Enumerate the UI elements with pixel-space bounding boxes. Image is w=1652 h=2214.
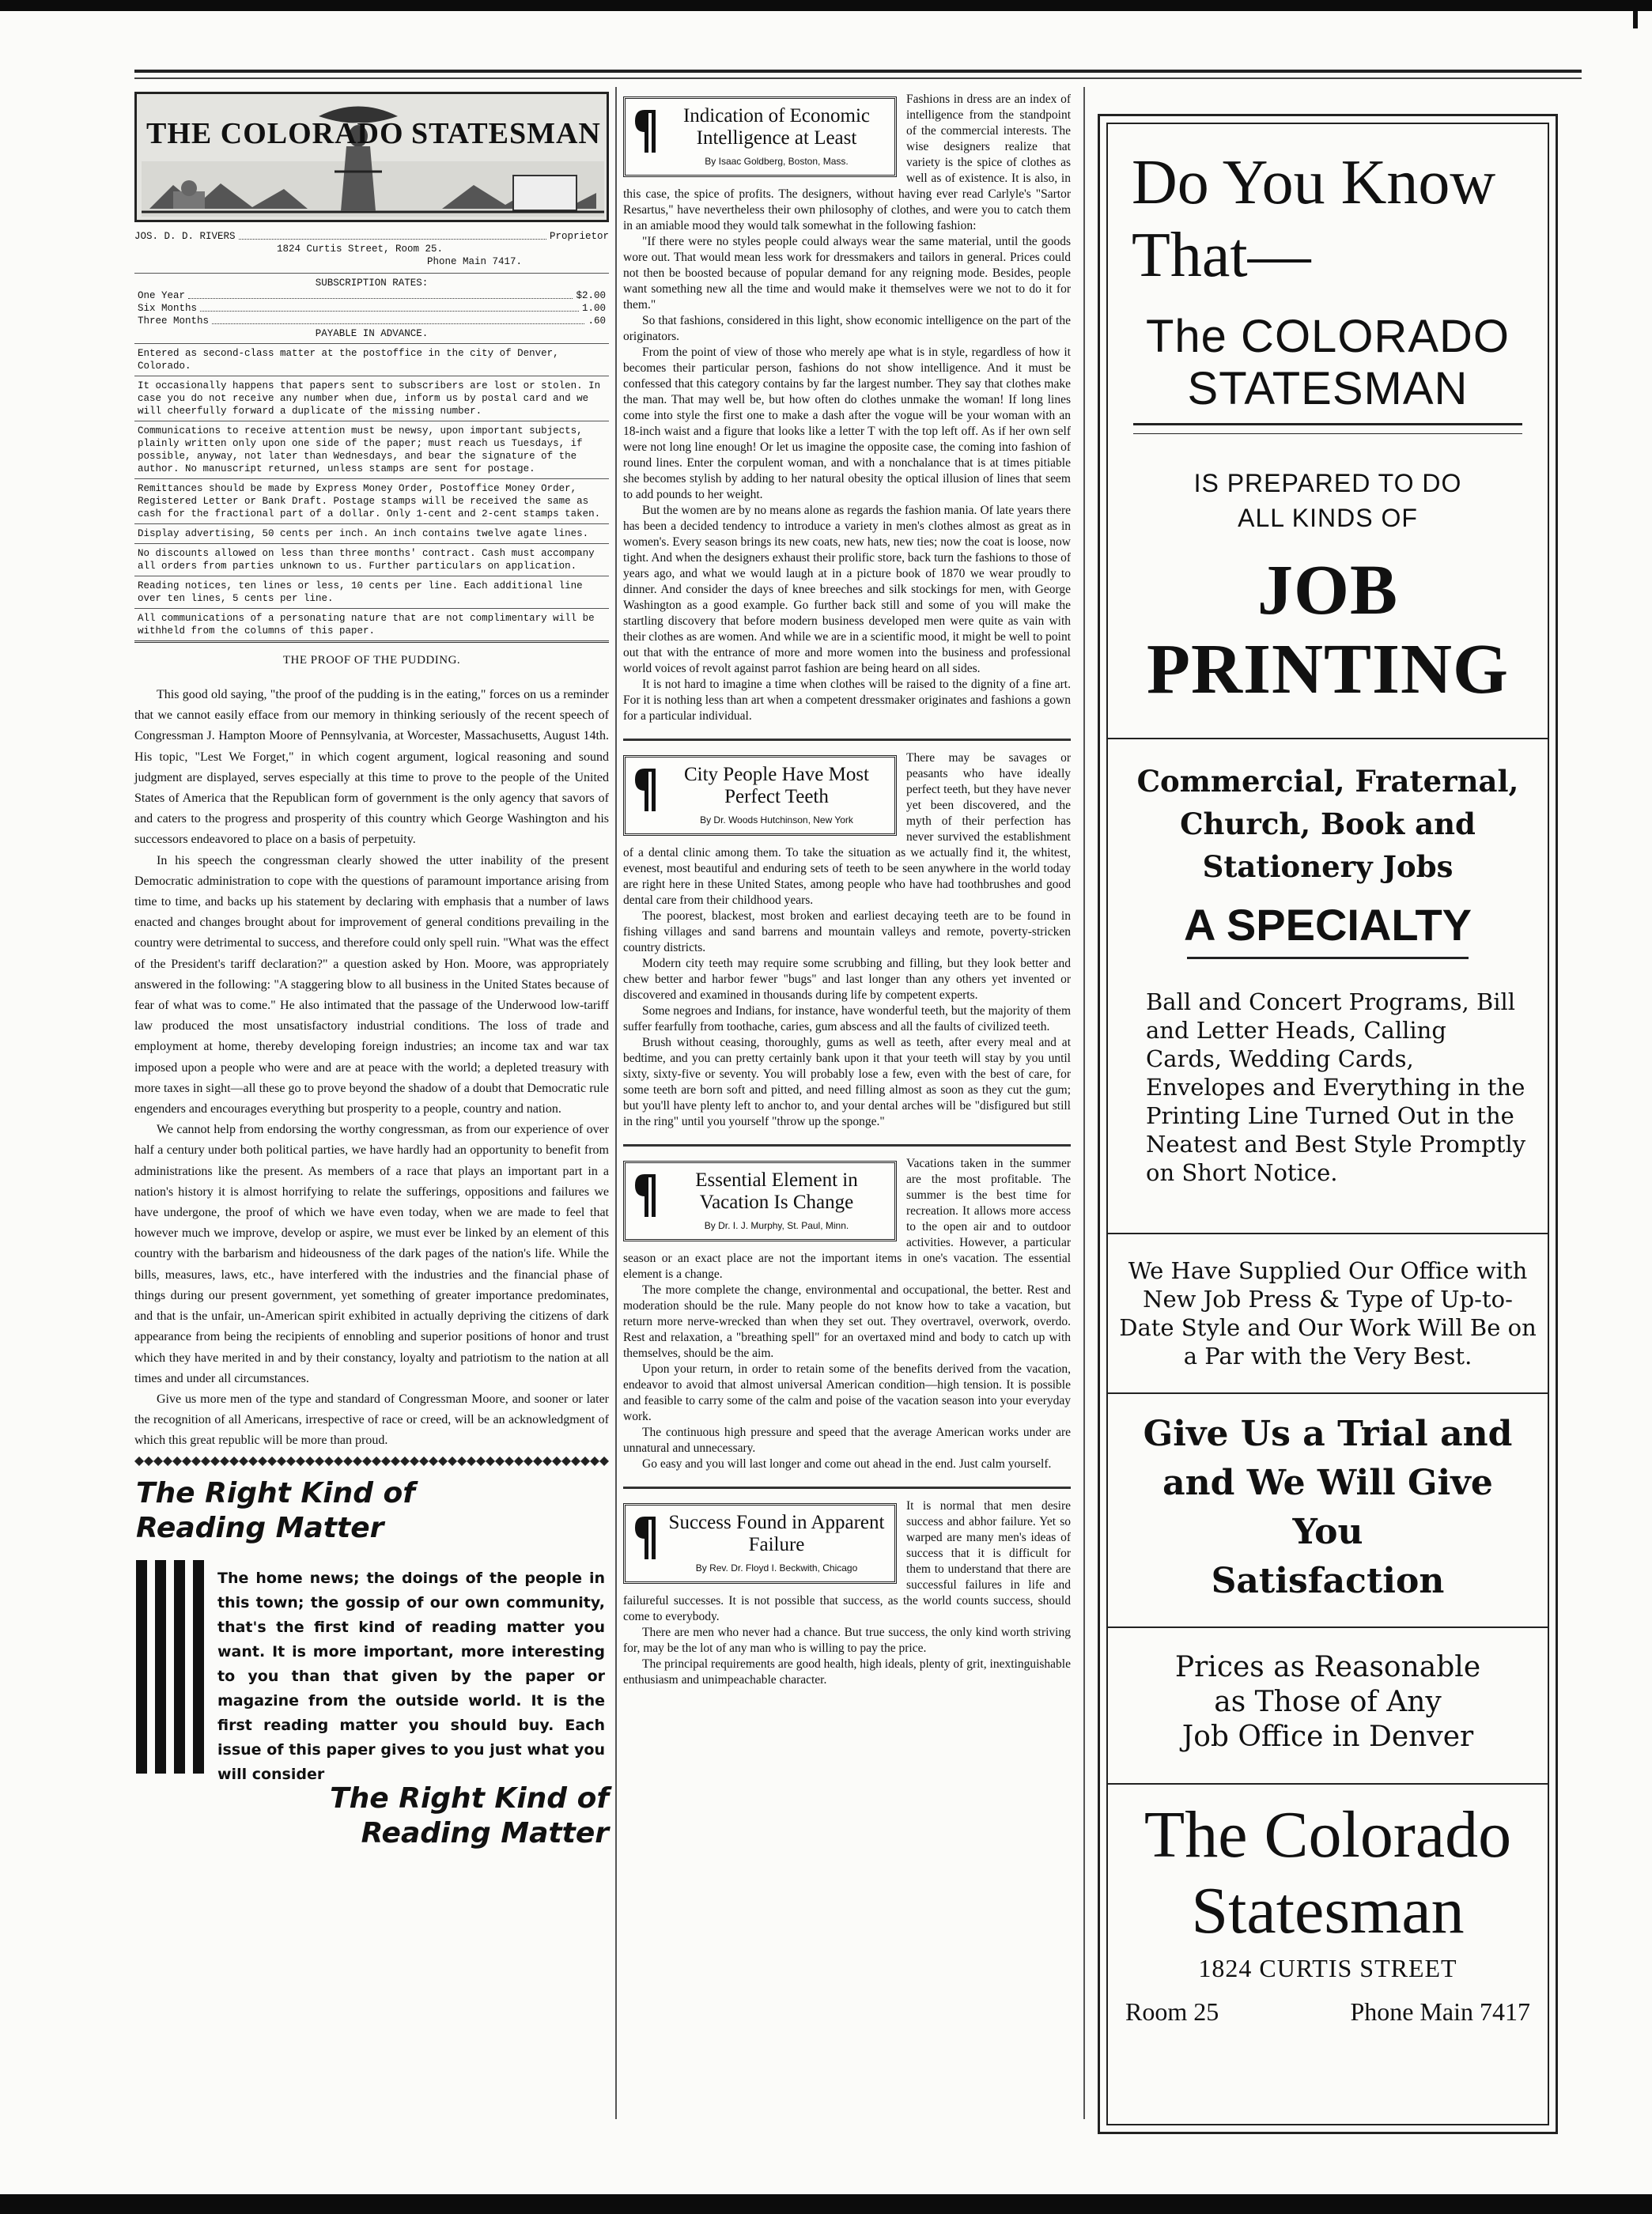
- article-title: Indication of Economic Intelligence at Least: [682, 105, 871, 149]
- right-kind-footer: [134, 1781, 609, 1851]
- ad-room: Room 25: [1125, 1997, 1219, 2026]
- notice: Entered as second-class matter at the postoffice in the city of Denver, Colorado.: [134, 344, 609, 376]
- ad-paper-title: [1108, 1797, 1548, 1949]
- ad-divider: [1108, 738, 1548, 739]
- ad-trial: [1108, 1394, 1548, 1626]
- article-separator: [623, 1487, 1071, 1489]
- ad-rule-thin: [1133, 433, 1522, 434]
- ad-specialty: A SPECIALTY: [1183, 900, 1472, 950]
- article-paragraph: The poorest, blackest, most broken and earliest decaying teeth are to be found in fishing villages and sand barrens and mountain valleys and remote, poverty-stricken country districts.: [623, 909, 1071, 954]
- article-paragraph: Upon your return, in order to retain some of the benefits derived from the vacation, endeavor to avoid that almost universal American condition—high tension. It is possible and feasible to carry some of the calm and poise of the vacation season into your everyday work.: [623, 1362, 1071, 1423]
- scan-border-top: [0, 0, 1652, 11]
- editorial-paragraph: Give us more men of the type and standard of Congressman Moore, and sooner or later the recognition of all Americans, irrespective of race or creed, will be an acknowledgment of which this great republic will be more than proud.: [134, 1392, 609, 1448]
- office-address: 1824 Curtis Street, Room 25.: [277, 244, 444, 255]
- article-paragraph: There may be savages or peasants who have ideally perfect teeth, but they have never yet been discovered, and the myth of their perfection has never survived the establishment of a dental clinic among them. To take the situation as we actually find it, the whitest, evenest, most beautiful and enduring sets of teeth to be seen anywhere in the world today are right here in these United States, among people who have had toothbrushes and good dental care from their childhood years.: [623, 751, 1071, 907]
- article-headline-box: [623, 96, 897, 177]
- right-kind-footer-line: Reading Matter: [361, 1816, 609, 1849]
- ad-headline-line: That—: [1132, 221, 1311, 290]
- pilcrow-icon: [633, 108, 657, 154]
- rate-label: Six Months: [138, 303, 198, 314]
- article-success-failure: [623, 1498, 1071, 1688]
- payable-notice: PAYABLE IN ADVANCE.: [315, 328, 429, 339]
- ad-phone: Phone Main 7417: [1350, 1997, 1530, 2026]
- ad-rule: [1133, 423, 1522, 425]
- article-paragraph: It is normal that men desire success and abhor failure. Yet so warped are many men's ideas of success that it is difficult for them to understand that there are successful failures in life and failureful successes. It is not possible that success, as the world counts success, should come to everybody.: [623, 1499, 1071, 1623]
- ad-divider: [1108, 1783, 1548, 1785]
- scan-border-bottom: [0, 2194, 1652, 2214]
- right-kind-heading-line: Reading Matter: [136, 1511, 384, 1544]
- ad-trial-line: Satisfaction: [1211, 1561, 1445, 1601]
- column-middle: [623, 92, 1071, 1702]
- article-separator: [623, 739, 1071, 741]
- masthead: [134, 92, 609, 222]
- scan-corner-mark: [1619, 11, 1638, 28]
- office-phone: Phone Main 7417.: [427, 256, 523, 267]
- article-paragraph: Brush without ceasing, thoroughly, gums as well as teeth, after every meal and at bedtime, and you can pretty certainly bank upon it that your teeth will stay by you until sixty, sixty-five or seventy. You will probably lose a few, even with the best of care, for some teeth are born soft and pitted, and need filling almost as soon as they cut the gum; but you'll have plenty left to anchor to, and your dental arches will be "disfigured but still in the ring" until you yourself "throw up the sponge.": [623, 1036, 1071, 1128]
- ad-prices-line: Job Office in Denver: [1181, 1721, 1474, 1753]
- article-paragraph: Some negroes and Indians, for instance, have wonderful teeth, but the majority of them suffer fearfully from toothache, caries, gum abscess and all the faults of civilized teeth.: [623, 1004, 1071, 1033]
- article-paragraph: The continuous high pressure and speed that the average American works under are unnatural and unnecessary.: [623, 1426, 1071, 1455]
- rate-price: $2.00: [576, 290, 606, 301]
- proprietor-label: Proprietor: [549, 231, 609, 242]
- article-paragraph: There are men who never had a chance. But true success, the only kind worth striving for, may be the lot of any man who is willing to pay the price.: [623, 1626, 1071, 1655]
- ad-headline: [1108, 146, 1548, 292]
- right-kind-body: The home news; the doings of the people in this town; the gossip of our own community, that's the first kind of reading matter you want. It is more important, more interesting to you than that given by the paper or magazine from the outside world. It is the first reading matter you should buy. Each issue of this paper gives to you just what you will consider: [217, 1569, 605, 1783]
- top-rule: [134, 70, 1582, 73]
- ad-headline-line: Do You Know: [1132, 148, 1496, 217]
- ornament-divider: [134, 1456, 609, 1466]
- column-rule-2: [1083, 87, 1085, 2119]
- article-paragraph: So that fashions, considered in this light, show economic intelligence on the part of the originators.: [623, 314, 1071, 343]
- article-title: Essential Element in Vacation Is Change: [695, 1169, 858, 1213]
- article-paragraph: The principal requirements are good health, high ideals, plenty of grit, inextinguishable enthusiasm and unimpeachable character.: [623, 1657, 1071, 1687]
- article-headline-box: [623, 1503, 897, 1584]
- job-printing-advertisement: [1098, 114, 1558, 2134]
- rate-price: .60: [588, 315, 606, 327]
- ad-prices-line: Prices as Reasonable: [1174, 1651, 1481, 1683]
- article-title: Success Found in Apparent Failure: [668, 1512, 885, 1555]
- right-kind-heading-line: The Right Kind of: [136, 1476, 415, 1509]
- ad-jobs: [1108, 760, 1548, 888]
- right-kind-footer-line: The Right Kind of: [330, 1781, 609, 1815]
- article-byline: By Dr. I. J. Murphy, St. Paul, Minn.: [704, 1220, 849, 1231]
- masthead-title-right: STATESMAN: [411, 117, 601, 150]
- ad-paper-title-line: Statesman: [1191, 1874, 1465, 1948]
- ad-rule: [1187, 957, 1469, 959]
- notice: Remittances should be made by Express Money Order, Postoffice Money Order, Registered Letter or Bank Draft. Postage stamps will be received the same as cash for the fractional part of a dollar. Only 1-cent and 2-cent stamps taken.: [134, 479, 609, 524]
- article-byline: By Rev. Dr. Floyd I. Beckwith, Chicago: [695, 1562, 858, 1574]
- ad-paper-name-line: STATESMAN: [1187, 363, 1469, 414]
- ad-prepared-line: IS PREPARED TO DO: [1193, 469, 1462, 497]
- editorial-paragraph: This good old saying, "the proof of the pudding is in the eating," forces on us a reminder that we cannot easily efface from our memory in thinking seriously of the recent speech of Congressman J. Hampton Moore of Pennsylvania, at Worcester, Massachusetts, August 14th. His topic, "Lest We Forget," in which cogent argument, logical reasoning and sound judgment are displayed, serves especially at this time to prove to the people of the United States of America that the Republican form of government is the only agency that savors of and caters to the progress and prosperity of this country which George Washington and his successors endeavored to place on a basis of perpetuity.: [134, 688, 609, 847]
- article-byline: By Isaac Goldberg, Boston, Mass.: [705, 156, 849, 167]
- notice: All communications of a personating nature that are not complimentary will be withheld from the columns of this paper.: [134, 609, 609, 643]
- masthead-title-left: THE COLORADO: [146, 117, 404, 150]
- article-byline: By Dr. Woods Hutchinson, New York: [700, 814, 853, 826]
- column-left: [134, 92, 609, 1851]
- ad-paper-title-line: The Colorado: [1144, 1798, 1512, 1872]
- ad-jobs-line: Stationery Jobs: [1202, 849, 1454, 884]
- article-economic-intelligence: [623, 92, 1071, 724]
- editorial-title: THE PROOF OF THE PUDDING.: [282, 654, 461, 667]
- article-paragraph: The more complete the change, environmental and occupational, the better. Rest and moderation should be the rule. Many people do not know how to take a vacation, but return more nerve-wrecked than when they set out. They overtravel, overwork, overdo. Rest and relaxation, a "breathing spell" for an overtaxed mind and body to catch up with themselves, should be the aim.: [623, 1283, 1071, 1360]
- ad-paper-name: [1108, 311, 1548, 415]
- article-separator: [623, 1144, 1071, 1147]
- vertical-bars-ornament: [136, 1560, 207, 1774]
- pilcrow-icon: [633, 1173, 657, 1218]
- right-kind-box: [134, 1560, 609, 1783]
- ad-jobs-line: Church, Book and: [1180, 807, 1476, 841]
- ad-prices: [1108, 1628, 1548, 1783]
- notice: It occasionally happens that papers sent to subscribers are lost or stolen. In case you do not receive any number when due, inform us by postal card and we will cheerfully forward a duplicate of the missing number.: [134, 376, 609, 421]
- notice: Reading notices, ten lines or less, 10 cents per line. Each additional line over ten lines, 5 cents per line.: [134, 576, 609, 609]
- notice: Display advertising, 50 cents per inch. An inch contains twelve agate lines.: [134, 524, 609, 544]
- ad-contact: [1108, 1983, 1548, 2027]
- ad-prices-line: as Those of Any: [1214, 1686, 1442, 1718]
- notice: No discounts allowed on less than three months' contract. Cash must accompany all orders from parties unknown to us. Further particulars on application.: [134, 544, 609, 576]
- column-rule-1: [615, 87, 617, 2119]
- top-rule-thin: [134, 77, 1582, 79]
- article-title: City People Have Most Perfect Teeth: [683, 764, 869, 807]
- ad-trial-line: and We Will Give: [1162, 1463, 1493, 1503]
- editorial-paragraph: In his speech the congressman clearly showed the utter inability of the present Democratic administration to cope with the questions of paramount importance arising from time to time, and backs up his statement by declaring with emphasis that a number of laws enacted and changes brought about for improvement of general conditions prevailing in the country were detrimental to success, and therefore could only spell ruin. "What was the effect of the President's tariff declaration?" a question asked by Hon. Moore, was appropriately answered in the following: "A staggering blow to all business in the United States because of fear of what was to come." He also intimated that the passage of the Underwood low-tariff law produced the most unsatisfactory industrial conditions. The loss of trade and employment at home, thereby developing foreign industries; an income tax and war tax imposed upon a people who were and are at peace with the world; a depleted treasury with more taxes in sight—all these go to prove beyond the shadow of a doubt that Democratic rule engenders and encourages everything but prosperity to a people, country and nation.: [134, 853, 609, 1116]
- newspaper-page: [134, 70, 1582, 2173]
- article-paragraph: "If there were no styles people could always wear the same material, until the goods wore out. That would mean less work for dressmakers and tailors in general. Prices could not then be boosted because of popular demand for any reigning mode. Besides, people want something new all the time and would make it themselves were we not to do it for them.": [623, 235, 1071, 312]
- proprietor-block: [134, 230, 609, 268]
- notice: Communications to receive attention must be newsy, upon important subjects, plainly written only upon one side of the paper; must reach us Tuesdays, if possible, anyway, not later than Wednesdays, and bear the signature of the author. No manuscript returned, unless stamps are sent for postage.: [134, 421, 609, 479]
- ad-services-list: Ball and Concert Programs, Bill and Letter Heads, Calling Cards, Wedding Cards, Envelopes and Everything in the Printing Line Turned Out in the Neatest and Best Style Promptly on Short Notice.: [1146, 988, 1526, 1186]
- rate-label: Three Months: [138, 315, 210, 327]
- article-paragraph: Modern city teeth may require some scrubbing and filling, but they look better and chew better and harbor fewer "bugs" and last longer than any others yet invented or discovered and examined in thousands during life by competent experts.: [623, 957, 1071, 1002]
- rate-price: 1.00: [581, 303, 606, 314]
- ad-jobs-line: Commercial, Fraternal,: [1136, 764, 1519, 799]
- ad-inner-frame: [1106, 123, 1549, 2125]
- article-paragraph: Go easy and you will last longer and come out ahead in the end. Just calm yourself.: [642, 1457, 1052, 1471]
- article-paragraph: Vacations taken in the summer are the most profitable. The summer is the best time for recreation. It allows more access to the open air and to outdoor activities. However, a particular season or an exact place are not the important items in one's vacation. The essential element is a change.: [623, 1157, 1071, 1281]
- ad-job-printing: JOB PRINTING: [1146, 551, 1510, 708]
- ad-address: 1824 CURTIS STREET: [1198, 1954, 1457, 1982]
- article-vacation-change: [623, 1156, 1071, 1472]
- article-headline-box: [623, 1161, 897, 1241]
- subscription-block: [134, 273, 609, 344]
- proprietor-name: JOS. D. D. RIVERS: [134, 231, 236, 242]
- article-paragraph: From the point of view of those who merely ape what is in style, regardless of how it becomes their particular person, fashions do not show intelligence. And it must be confessed that this category contains by far the largest number. They say that clothes make the man. That may well be, but how often do clothes unmake the woman! If long lines come into style the first one to make a dash after the vogue will be your woman with an 18-inch waist and a figure that looks like a letter T with the top left off. As if her own self were not long line enough! Or let us imagine the opposite case, the coming into fashion of round lines. Enter the corpulent woman, and with a nonchalance that is at times pitiable she becomes stylish by adding to her natural obesity the optical illusion of lines that seem to add pounds to her weight.: [623, 346, 1071, 501]
- editorial-paragraph: We cannot help from endorsing the worthy congressman, as from our experience of over half a century under both political parties, we have hardly had an opportunity to benefit from administrations like the present. As members of a race that plays an important part in a nation's history it is almost horrifying to relate the sufferings, oppositions and failures we have undergone, the proof of which we have even today, when we are made to feel that however much we improve, develop or aspire, we must ever be linked by an element of this country with the barbarism and hideousness of the dark pages of the nation's life. While the bills, measures, laws, etc., have interfered with the industries and the financial phase of things during our present government, yet something of greater importance predominates, and that is the unfair, un-American spirit exhibited in actually depriving the citizens of dark appearance from being the recipients of ennobling and superior positions of honor and trust which they have merited in and by their constancy, loyalty and patriotism to the nation at all times and under all circumstances.: [134, 1123, 609, 1385]
- article-headline-box: [623, 755, 897, 836]
- article-city-teeth: [623, 750, 1071, 1130]
- right-kind-heading: [136, 1476, 609, 1546]
- rate-label: One Year: [138, 290, 186, 301]
- ad-supplied: We Have Supplied Our Office with New Job Press & Type of Up-to-Date Style and Our Work Will Be on a Par with the Very Best.: [1119, 1257, 1537, 1370]
- ad-trial-line: You: [1292, 1512, 1363, 1552]
- article-paragraph: Fashions in dress are an index of intelligence from the standpoint of the commercial interests. The wise designers realize that variety is the spice of clothes as well as of existence. It is also, in this case, the spice of profits. The designers, without having ever read Carlyle's "Sartor Resartus," have nevertheless their own philosophy of clothes, and were you to catch them in an amiable mood they would talk somewhat in the following fashion:: [623, 93, 1071, 232]
- ad-trial-line: Give Us a Trial and: [1143, 1414, 1513, 1454]
- ad-prepared-line: ALL KINDS OF: [1238, 504, 1418, 532]
- ad-paper-name-line: The COLORADO: [1146, 311, 1510, 362]
- masthead-title: [146, 116, 601, 151]
- pilcrow-icon: [633, 767, 657, 813]
- ad-prepared: [1108, 466, 1548, 535]
- article-paragraph: It is not hard to imagine a time when clothes will be raised to the dignity of a fine art. For it is nothing less than art when a competent dressmaker originates and fashions a gown for a particular individual.: [623, 678, 1071, 723]
- article-paragraph: But the women are by no means alone as regards the fashion mania. Of late years there has been a decided tendency to introduce a variety in men's clothes almost as great as in women's. Every season brings its new coats, new hats, new ties; now the coat is loose, now tight. And when the designers exhaust their prolific store, back turn the fashions to those of years ago, and what we would laugh at in a picture book of 1870 we wear proudly to dinner. And consider the days of knee breeches and silk stockings for men, with George Washington as a good example. Go further back still and some of you will make the startling discovery that before modern business developed men were quite as vain with their clothes as are women. And while we are in a scientific mood, it might be well to point out that with the entrance of more and more women into the business and professional world voices of revolt against parrot fashion are being heard on all sides.: [623, 504, 1071, 675]
- pilcrow-icon: [633, 1515, 657, 1561]
- subscription-title: SUBSCRIPTION RATES:: [315, 278, 429, 289]
